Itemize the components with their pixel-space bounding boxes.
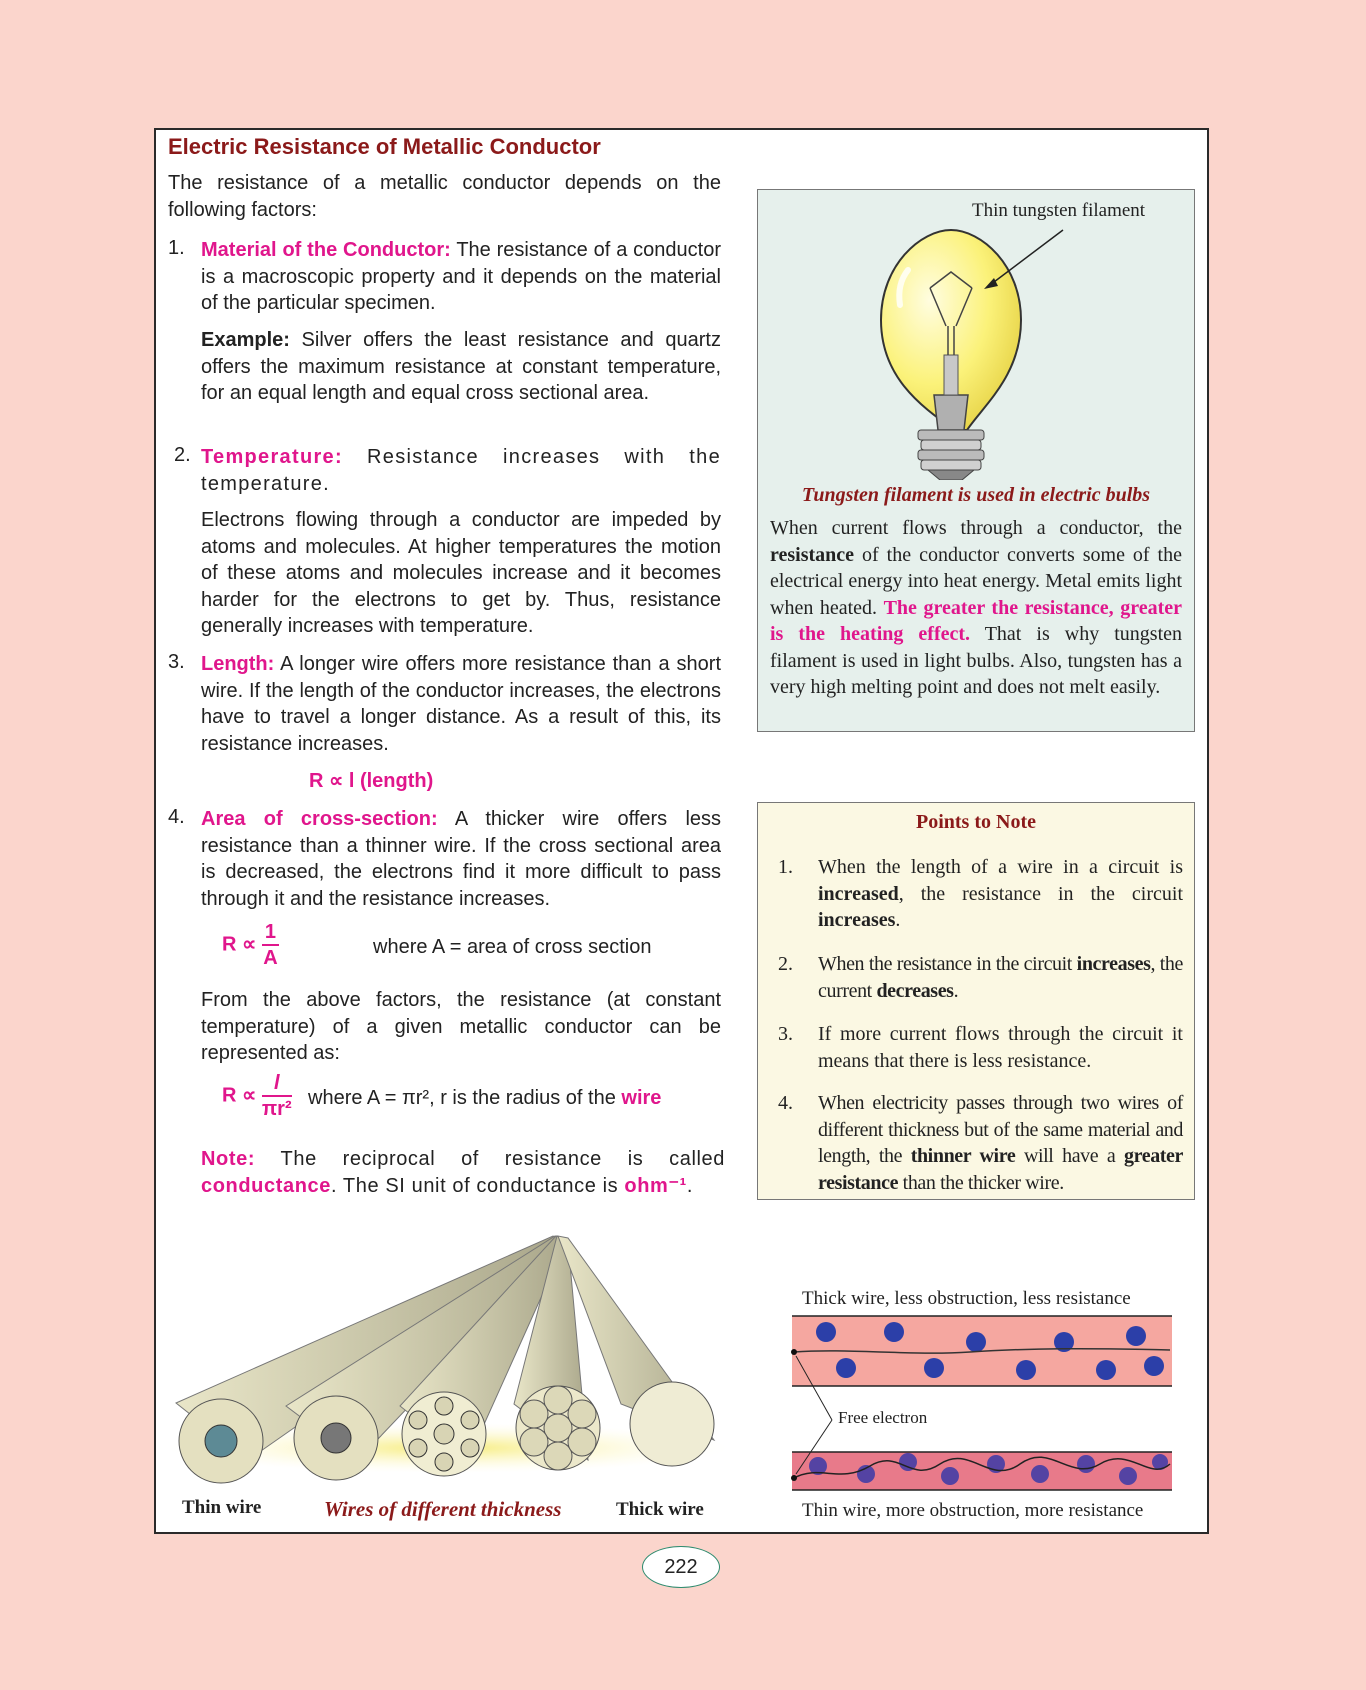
point-bold: increased xyxy=(818,882,899,905)
point-text: than the thicker wire. xyxy=(898,1171,1064,1194)
points-to-note-box xyxy=(757,802,1195,1200)
note-unit: ohm⁻¹ xyxy=(624,1174,687,1197)
bulb-p3: That is why tungsten filament is used in light bulbs. Also, tungsten has a very high melting point and does not melt easily. xyxy=(770,623,1182,698)
point-bold: thinner wire xyxy=(910,1145,1016,1167)
combined-note-text: where A = πr², r is the radius of the xyxy=(308,1087,622,1109)
bulb-screw-base xyxy=(918,430,984,480)
filament-label: Thin tungsten filament xyxy=(972,200,1146,221)
point-item-3 xyxy=(778,1021,1183,1074)
bulb-p1: When current flows through a conductor, the xyxy=(770,517,1182,539)
thick-wire-end xyxy=(630,1382,714,1466)
combined-denominator: πr² xyxy=(261,1098,292,1120)
combined-formula-lhs: R ∝ xyxy=(222,1084,257,1107)
thin-wire-flow-label: Thin wire, more obstruction, more resistance xyxy=(802,1500,1144,1521)
combined-fraction xyxy=(262,1073,292,1119)
thick-wire-flow-label: Thick wire, less obstruction, less resistance xyxy=(802,1288,1131,1309)
electron-flow-diagram xyxy=(790,1314,1174,1494)
section-title: Electric Resistance of Metallic Conductor xyxy=(168,134,601,159)
point-bold: decreases xyxy=(876,979,954,1002)
point-text: , the current xyxy=(818,953,1183,1002)
factor-1-example xyxy=(201,327,721,407)
point-number: 3. xyxy=(778,1023,793,1045)
point-bold: increases xyxy=(1076,953,1151,975)
point-text: When the resistance in the circuit xyxy=(818,953,1077,975)
bulb-illustration xyxy=(758,190,1196,480)
factor-4-heading: Area of cross-section: xyxy=(201,808,438,830)
point-text: . xyxy=(895,909,901,931)
factor-1-paragraph xyxy=(201,237,721,317)
medium-thick-wire-end xyxy=(516,1386,600,1470)
intro-text: The resistance of a metallic conductor depends on the following factors: xyxy=(168,172,721,221)
wires-illustration xyxy=(168,1228,738,1490)
thick-wire-label: Thick wire xyxy=(616,1499,704,1520)
thin-wire-label: Thin wire xyxy=(182,1497,262,1518)
factor-2-text: Resistance increases with the temperature. xyxy=(201,446,721,495)
factor-4-text: A thicker wire offers less resistance than a thinner wire. If the cross sectional area is decreased, the electrons find it more difficult to pass through it and the resistance increases. xyxy=(201,808,722,910)
factor-2-extra: Electrons flowing through a conductor are impeded by atoms and molecules. At higher temperatures the motion of these atoms and molecules increase and it becomes harder for the electrons to get by. Thus, resistance generally increases with temperature. xyxy=(201,509,721,637)
point-item-2 xyxy=(778,951,1183,1004)
page-number: 222 xyxy=(642,1546,720,1588)
bulb-paragraph xyxy=(770,515,1182,701)
free-electron-label: Free electron xyxy=(838,1408,928,1427)
area-fraction xyxy=(262,922,279,968)
bulb-p2: of the conductor converts some of the electrical energy into heat energy. Metal emits light when heated. xyxy=(770,543,1182,619)
area-formula-note: where A = area of cross section xyxy=(373,936,652,958)
factor-2-heading: Temperature: xyxy=(201,446,343,468)
factor-2-paragraph xyxy=(201,444,721,497)
point-text: , the resistance in the circuit xyxy=(898,882,1183,905)
area-formula-lhs: R ∝ xyxy=(222,933,257,956)
point-number: 1. xyxy=(778,856,793,878)
note-term: conductance xyxy=(201,1174,331,1197)
length-formula: R ∝ l (length) xyxy=(309,770,434,792)
point-bold: greater resistance xyxy=(818,1145,1184,1194)
factor-4-paragraph xyxy=(201,806,721,912)
factor-3-number: 3. xyxy=(168,651,185,673)
thin-wire-end xyxy=(179,1399,263,1483)
bulb-caption: Tungsten filament is used in electric bulbs xyxy=(801,484,1151,506)
factor-1-number: 1. xyxy=(168,237,185,259)
factor-3-paragraph xyxy=(201,651,721,757)
combined-note-highlight: wire xyxy=(621,1087,662,1109)
area-numerator: 1 xyxy=(262,922,279,946)
note-text-2: . The SI unit of conductance is xyxy=(330,1174,625,1197)
point-text: . xyxy=(953,979,959,1002)
factor-2-number: 2. xyxy=(174,444,191,466)
point-item-4 xyxy=(778,1090,1183,1196)
combined-formula xyxy=(222,1073,292,1119)
points-title: Points to Note xyxy=(916,811,1036,833)
note-label: Note: xyxy=(201,1148,256,1170)
point-text: When the length of a wire in a circuit is xyxy=(818,856,1183,878)
point-text: If more current flows through the circuit it means that there is less resistance. xyxy=(818,1023,1183,1072)
example-text: Silver offers the least resistance and quartz offers the maximum resistance at constant temperature, for an equal length and equal cross sectional area. xyxy=(201,329,721,404)
area-denominator: A xyxy=(263,947,278,969)
note-paragraph xyxy=(201,1146,725,1199)
note-text-1: The reciprocal of resistance is called xyxy=(255,1148,725,1170)
point-text: When electricity passes through two wires of different thickness but of the same material and length, the xyxy=(818,1092,1183,1167)
wires-caption: Wires of different thickness xyxy=(324,1497,562,1521)
factor-4-number: 4. xyxy=(168,806,185,828)
combined-text: From the above factors, the resistance (at constant temperature) of a given metallic conductor can be represented as: xyxy=(201,989,721,1064)
factor-1-text: The resistance of a conductor is a macroscopic property and it depends on the material of the particular specimen. xyxy=(201,239,722,314)
bulb-info-box xyxy=(757,189,1195,732)
example-label: Example: xyxy=(201,329,290,351)
factor-3-heading: Length: xyxy=(201,653,275,675)
point-bold: increases xyxy=(818,909,896,931)
point-item-1 xyxy=(778,854,1183,934)
combined-formula-note xyxy=(308,1087,661,1110)
bulb-highlight: The greater the resistance, greater is the heating effect. xyxy=(770,596,1182,645)
medium-wire-end xyxy=(402,1392,486,1476)
note-end: . xyxy=(686,1174,694,1197)
combined-numerator: l xyxy=(262,1073,292,1097)
point-text: will have a xyxy=(1015,1145,1124,1167)
point-number: 4. xyxy=(778,1092,793,1114)
factor-1-heading: Material of the Conductor: xyxy=(201,239,451,261)
point-number: 2. xyxy=(778,953,793,975)
area-formula xyxy=(222,922,279,968)
medium-thin-wire-end xyxy=(294,1396,378,1480)
bulb-bold: resistance xyxy=(770,543,855,566)
factor-3-text: A longer wire offers more resistance than a short wire. If the length of the conductor increases, the electrons have to travel a longer distance. As a result of this, its resistance increases. xyxy=(201,653,721,755)
